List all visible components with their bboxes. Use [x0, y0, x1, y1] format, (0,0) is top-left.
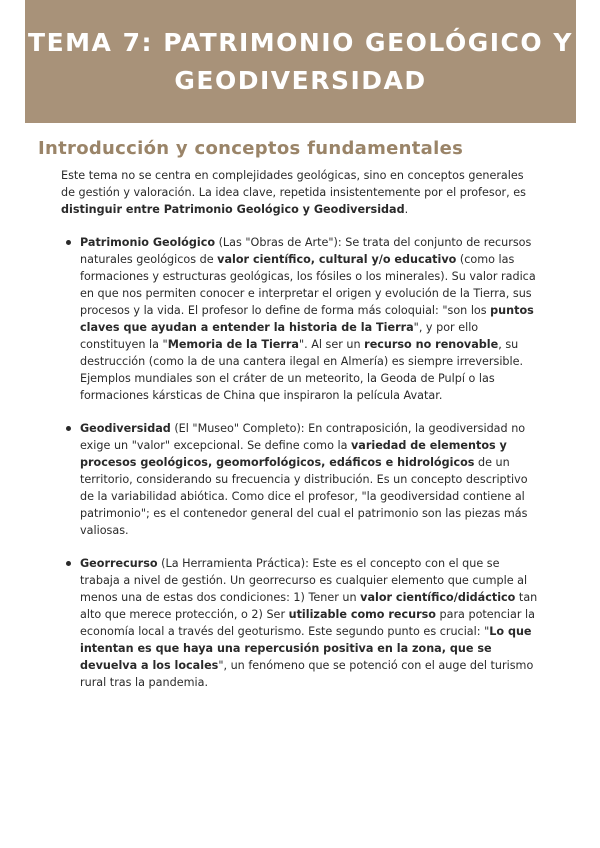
page-title-line-1: TEMA 7: PATRIMONIO GEOLÓGICO Y: [28, 27, 573, 57]
concept-list: [61, 234, 539, 691]
bullet-bold: valor científico, cultural y/o educativo: [217, 253, 457, 266]
intro-bold: distinguir entre Patrimonio Geológico y Geodiversidad: [61, 203, 405, 216]
bullet-text: , su destrucción (como la de una cantera ilegal en Almería) es siempre irreversible. Ejemplos mundiales son el cráter de un meteorito, la Geoda de Pulpí o las formaciones kársticas de China que inspiraron la película Avatar.: [80, 338, 524, 402]
bullet-bold: utilizable como recurso: [288, 608, 436, 621]
bullet-dot-icon: [66, 240, 71, 245]
intro-text: Este tema no se centra en complejidades geológicas, sino en conceptos generales de gestión y valoración. La idea clave, repetida insistentemente por el profesor, es: [61, 169, 526, 199]
bullet-text: para potenciar la economía local a través del geoturismo. Este segundo punto es crucial: ": [80, 608, 536, 638]
bullet-bold: Lo que intentan es que haya una repercusión positiva en la zona, que se devuelva a los locales: [80, 625, 532, 672]
bullet-bold: Memoria de la Tierra: [167, 338, 299, 351]
bullet-subtitle: (El "Museo" Completo):: [170, 422, 305, 435]
bullet-text: de un territorio, considerando su frecuencia y distribución. Es un concepto descriptivo de la variabilidad abiótica. Como dice el profesor, "la geodiversidad contiene al patrimonio"; es el contenedor general del cual el patrimonio son las piezas más valiosas.: [80, 456, 528, 537]
bullet-bold: puntos claves que ayudan a entender la historia de la Tierra: [80, 304, 534, 334]
bullet-georrecurso: [61, 555, 539, 691]
bullet-dot-icon: [66, 561, 71, 566]
bullet-bold: valor científico/didáctico: [360, 591, 516, 604]
section-heading: Introducción y conceptos fundamentales: [38, 138, 464, 159]
bullet-text: ", y por ello constituyen la ": [80, 321, 479, 351]
bullet-bold: recurso no renovable: [364, 338, 499, 351]
bullet-subtitle: (Las "Obras de Arte"):: [215, 236, 342, 249]
bullet-term: Georrecurso: [80, 557, 158, 570]
bullet-geodiversidad: [61, 420, 539, 539]
bullet-patrimonio-geologico: [61, 234, 539, 404]
title-banner: [25, 0, 576, 123]
intro-paragraph: [61, 167, 531, 218]
bullet-text: (como las formaciones y estructuras geológicas, los fósiles o los minerales). Su valor radica en que nos permiten conocer e interpretar el origen y evolución de la Tierra, sus procesos y la vida. El profesor lo define de forma más coloquial: "son los: [80, 253, 536, 317]
bullet-term: Geodiversidad: [80, 422, 171, 435]
bullet-text: ", un fenómeno que se potenció con el auge del turismo rural tras la pandemia.: [80, 659, 534, 689]
page-title-line-2: GEODIVERSIDAD: [174, 65, 427, 95]
bullet-text: Este es el concepto con el que se trabaja a nivel de gestión. Un georrecurso es cualquier elemento que cumple al menos una de estas dos condiciones: 1) Tener un: [80, 557, 528, 604]
bullet-dot-icon: [66, 426, 71, 431]
intro-end: .: [404, 203, 409, 216]
bullet-text: tan alto que merece protección, o 2) Ser: [80, 591, 538, 621]
bullet-text: Se trata del conjunto de recursos naturales geológicos de: [80, 236, 532, 266]
bullet-term: Patrimonio Geológico: [80, 236, 216, 249]
bullet-text: En contraposición, la geodiversidad no exige un "valor" excepcional. Se define como la: [80, 422, 526, 452]
bullet-text: ". Al ser un: [298, 338, 365, 351]
bullet-subtitle: (La Herramienta Práctica):: [157, 557, 309, 570]
bullet-bold: variedad de elementos y procesos geológicos, geomorfológicos, edáficos e hidrológicos: [80, 439, 507, 469]
